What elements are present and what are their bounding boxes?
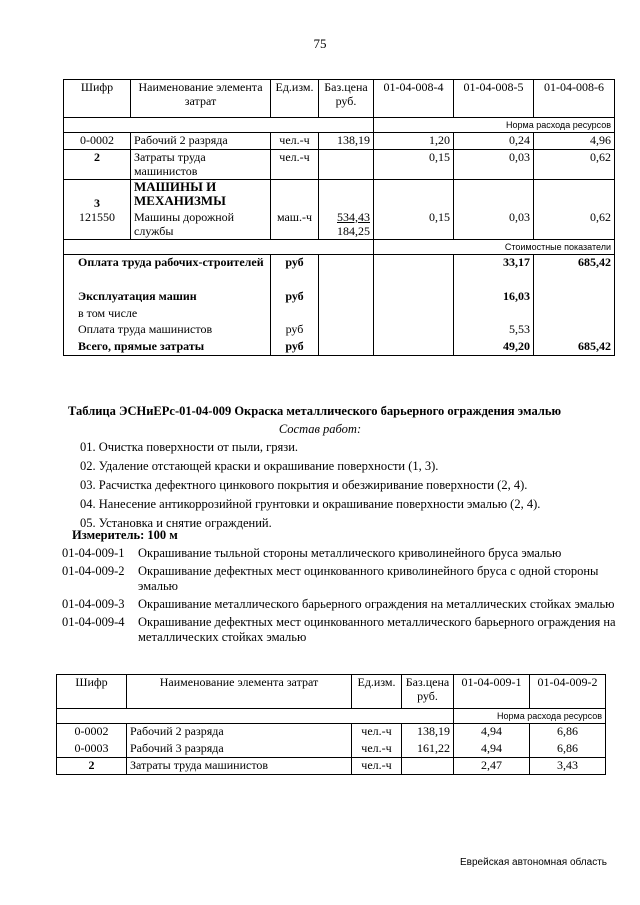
header-price: Баз.цена руб.: [402, 675, 454, 709]
header-unit: Ед.изм.: [352, 675, 402, 709]
table-row: Всего, прямые затраты руб 49,20 685,42: [64, 339, 615, 356]
list-item: 01-04-009-3 Окрашивание металлического барьерного ограждения на металлических стойках эмалью: [62, 597, 615, 611]
table-row: Эксплуатация машин руб 16,03: [64, 289, 615, 306]
page-number: 75: [313, 36, 327, 51]
list-item: 04. Нанесение антикоррозийной грунтовки и окрашивание поверхности эмалью (2, 4).: [80, 497, 541, 511]
list-item: 01-04-009-1 Окрашивание тыльной стороны металлического криволинейного бруса эмалью: [62, 546, 562, 560]
table-row: Оплата труда рабочих-строителей руб 33,17 685,42: [64, 255, 615, 289]
norm-label: Норма расхода ресурсов: [374, 118, 615, 133]
header-code: Шифр: [57, 675, 127, 709]
table-row: Оплата труда машинистов руб 5,53: [64, 322, 615, 339]
table-row: 0-0002 Рабочий 2 разряда чел.-ч 138,19 4,94 6,86: [57, 724, 606, 741]
list-item: 05. Установка и снятие ограждений.: [80, 516, 272, 530]
measure-unit: Измеритель: 100 м: [72, 528, 178, 542]
footer-region: Еврейская автономная область: [460, 857, 607, 868]
header-col-2: 01-04-008-5: [454, 80, 534, 118]
header-col-1: 01-04-008-4: [374, 80, 454, 118]
resource-table-2: [56, 674, 606, 775]
header-col-3: 01-04-008-6: [534, 80, 615, 118]
list-item: 01. Очистка поверхности от пыли, грязи.: [80, 440, 299, 454]
table-row: 2 Затраты труда машинистов чел.-ч 2,47 3,43: [57, 758, 606, 775]
table-row: 2 Затраты труда машинистов чел.-ч 0,15 0,03 0,62: [64, 150, 615, 180]
header-code: Шифр: [64, 80, 131, 118]
table-row: 0-0002 Рабочий 2 разряда чел.-ч 138,19 1,20 0,24 4,96: [64, 133, 615, 150]
norm-label: Норма расхода ресурсов: [454, 709, 606, 724]
header-col-2: 01-04-009-2: [530, 675, 606, 709]
resource-table-1: [63, 79, 615, 356]
table-row: в том числе: [64, 306, 615, 322]
works-list: [80, 438, 540, 533]
header-price: Баз.цена руб.: [319, 80, 374, 118]
list-item: 01-04-009-2 Окрашивание дефектных мест оцинкованного криволинейного бруса с одной стороны эмалью: [62, 564, 599, 593]
header-name: Наименование элемента затрат: [131, 80, 271, 118]
list-item: 01-04-009-4 Окрашивание дефектных мест оцинкованного металлического барьерного ограждения на металлических стойках эмалью: [62, 615, 616, 644]
table-row: 121550 Машины дорожной службы маш.-ч 534,43 184,25 0,15 0,03 0,62: [64, 210, 615, 240]
table-title: Таблица ЭСНиЕРс-01-04-009 Окраска металлического барьерного ограждения эмалью: [68, 404, 562, 418]
header-unit: Ед.изм.: [271, 80, 319, 118]
cost-label: Стоимостные показатели: [374, 240, 615, 255]
table-row: 3 МАШИНЫ И МЕХАНИЗМЫ: [64, 180, 615, 210]
list-item: 03. Расчистка дефектного цинкового покрытия и обезжиривание поверхности (2, 4).: [80, 478, 528, 492]
table-row: 0-0003 Рабочий 3 разряда чел.-ч 161,22 4,94 6,86: [57, 741, 606, 758]
works-subtitle: Состав работ:: [278, 422, 362, 436]
header-name: Наименование элемента затрат: [127, 675, 352, 709]
list-item: 02. Удаление отстающей краски и окрашивание поверхности (1, 3).: [80, 459, 439, 473]
codes-list: [62, 546, 622, 648]
header-col-1: 01-04-009-1: [454, 675, 530, 709]
